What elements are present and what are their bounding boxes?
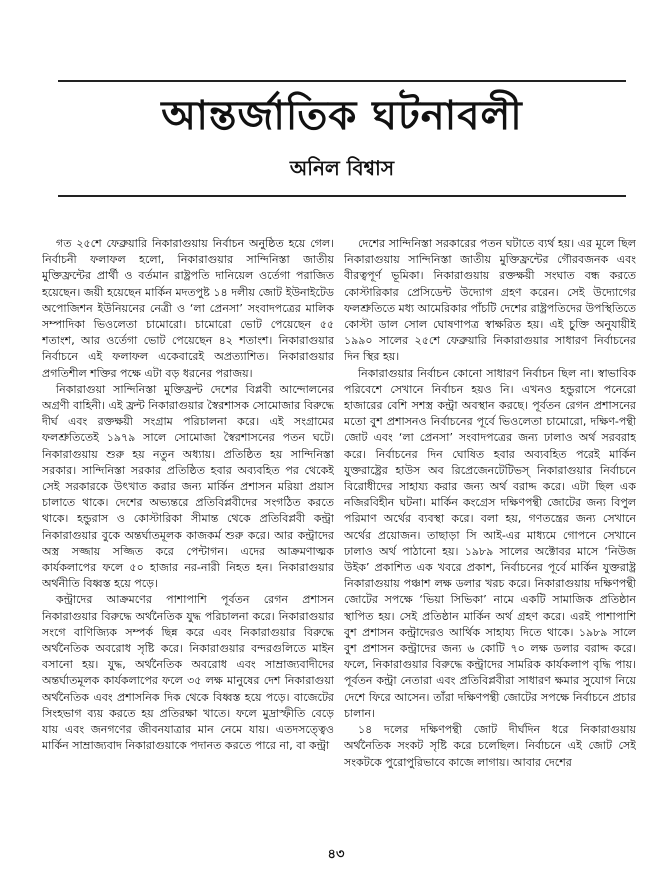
page-number: ৪৩ [327,847,345,862]
top-rule [58,80,626,82]
paragraph: কন্ট্রাদের আক্রমণের পাশাপাশি পূর্বতন রেগন প্রশাসন নিকারাগুয়ার বিরুদ্ধে অর্থনৈতিক যুদ্ধ পরিচালনা করে। নিকারাগুয়ার সংগে বাণিজ্যিক সম্পর্ক ছিন্ন করে এবং নিকারাগুয়ার বিরুদ্ধে অর্থনৈতিক অবরোধ সৃষ্টি করে। নিকারাগুয়ার বন্দরগুলিতে মাইন বসানো হয়। যুদ্ধ, অর্থনৈতিক অবরোধ এবং সাম্রাজ্যবাদীদের অন্তর্ঘাতমূলক কার্যকলাপের ফলে ৩৫ লক্ষ মানুষের দেশ নিকারাগুয়া অর্থনৈতিক এবং প্রশাসনিক দিক থেকে বিধ্বস্ত হয়ে পড়ে। বাজেটের সিংহভাগ ব্যয় করতে হয় প্রতিরক্ষা খাতে। ফলে মুদ্রাস্ফীতি বেড়ে যায় এবং জনগণের জীবনযাত্রার মান নেমে যায়। এতদসত্ত্বেও মার্কিন সাম্রাজ্যবাদ নিকারাগুয়াকে পদানত করতে পারে না, বা কন্ট্রা [42,593,334,753]
paragraph: নিকারাগুয়া সান্দিনিস্তা মুক্তিফ্রন্ট দেশের বিপ্লবী আন্দোলনের অগ্রণী বাহিনী। এই ফ্রন্ট নিকারাগুয়ার স্বৈরশাসক সোমোজার বিরুদ্ধে দীর্ঘ এবং রক্তক্ষয়ী সংগ্রাম পরিচালনা করে। এই সংগ্রামের ফলশ্রুতিতেই ১৯৭৯ সালে সোমোজা স্বৈরশাসনের পতন ঘটে। নিকারাগুয়ায় শুরু হয় নতুন অধ্যায়। প্রতিষ্ঠিত হয় সান্দিনিস্তা সরকার। সান্দিনিস্তা সরকার প্রতিষ্ঠিত হবার অব্যবহিত পর থেকেই সেই সরকারকে উৎখাত করার জন্য মার্কিন প্রশাসন মরিয়া প্রয়াস চালাতে থাকে। দেশের অভ্যন্তরে প্রতিবিপ্লবীদের সংগঠিত করতে থাকে। হন্ডুরাস ও কোস্টারিকা সীমান্ত থেকে প্রতিবিপ্লবী কন্ট্রা নিকারাগুয়ার বুকে অন্তর্ঘাতমূলক কাজকর্ম শুরু করে। আর কন্ট্রাদের অস্ত্র সজ্জায় সজ্জিত করে পেন্টাগন। এদের আক্রমণাত্মক কার্যকলাপের ফলে ৫০ হাজার নর-নারী নিহত হন। নিকারাগুয়ার অর্থনীতি বিধ্বস্ত হয়ে পড়ে। [42,382,334,591]
paragraph: গত ২৫শে ফেব্রুয়ারি নিকারাগুয়ায় নির্বাচন অনুষ্ঠিত হয়ে গেল। নির্বাচনী ফলাফল হলো, নিকারাগুয়ার সান্দিনিস্তা জাতীয় মুক্তিফ্রন্টের প্রার্থী ও বর্তমান রাষ্ট্রপতি দানিয়েল ওর্তেগা পরাজিত হয়েছেন। জয়ী হয়েছেন মার্কিন মদতপুষ্ট ১৪ দলীয় জোট ইউনাইটেড অপোজিশন ইউনিয়নের নেত্রী ও ‘লা প্রেনসা’ সংবাদপত্রের মালিক সম্পাদিকা ভিওলেতা চামোরো। চামোরো ভোট পেয়েছেন ৫৫ শতাংশ, আর ওর্তেগা ভোট পেয়েছেন ৪২ শতাংশ। নিকারাগুয়ার নির্বাচনে এই ফলাফল একেবারেই অপ্রত্যাশিত। নিকারাগুয়ার প্রগতিশীল শক্তির পক্ষে এটা বড় ধরনের পরাজয়। [42,237,334,380]
author-name: অনিল বিশ্বাস [289,156,395,180]
paragraph: ১৪ দলের দক্ষিণপন্থী জোট দীর্ঘদিন ধরে নিকারাগুয়ায় অর্থনৈতিক সংকট সৃষ্টি করে চলেছিল। নির্বাচনে এই জোট সেই সংকটকে পুরোপুরিভাবে কাজে লাগায়। আবার দেশের [344,723,636,769]
paragraph: দেশের সান্দিনিস্তা সরকারের পতন ঘটাতে ব্যর্থ হয়। এর মূলে ছিল নিকারাগুয়ায় সান্দিনিস্তা জাতীয় মুক্তিফ্রন্টের গৌরবজনক এবং বীরত্বপূর্ণ ভূমিকা। নিকারাগুয়ায় রক্তক্ষয়ী সংঘাত বন্ধ করতে কোস্টারিকার প্রেসিডেন্ট উদ্যোগ গ্রহণ করেন। সেই উদ্যোগের ফলশ্রুতিতে মধ্য আমেরিকার পাঁচটি দেশের রাষ্ট্রপতিদের উপস্থিতিতে কোস্টা ডাল সোল ঘোষণাপত্র স্বাক্ষরিত হয়। এই চুক্তি অনুযায়ীই ১৯৯০ সালের ২৫শে ফেব্রুয়ারি নিকারাগুয়ার সাধারণ নির্বাচনের দিন স্থির হয়। [344,237,636,364]
paragraph: নিকারাগুয়ার নির্বাচন কোনো সাধারণ নির্বাচন ছিল না। স্বাভাবিক পরিবেশে সেখানে নির্বাচন হয়ও নি। এখনও হন্ডুরাসে পনেরো হাজারের বেশি সশস্ত্র কন্ট্রা অবস্থান করছে। পূর্বতন রেগন প্রশাসনের মতো বুশ প্রশাসনও নির্বাচনের পূর্বে ভিওলেতা চামোরো, দক্ষিণ-পন্থী জোট এবং ‘লা প্রেনসা’ সংবাদপত্রের জন্য ঢালাও অর্থ সরবরাহ করে। নির্বাচনের দিন ঘোষিত হবার অব্যবহিত পরেই মার্কিন যুক্তরাষ্ট্রের হাউস অব রিপ্রেজেনটেটিভস্ নিকারাগুয়ার নির্বাচনে বিরোধীদের সাহায্য করার জন্য অর্থ বরাদ্দ করে। এটা ছিল এক নজিরবিহীন ঘটনা। মার্কিন কংগ্রেস দক্ষিণপন্থী জোটের জন্য বিপুল পরিমাণ অর্থের ব্যবস্থা করে। বলা হয়, গণতন্ত্রের জন্য সেখানে অর্থের প্রয়োজন। তাছাড়া সি আই-এর মাধ্যমে গোপনে সেখানে ঢালাও অর্থ পাঠানো হয়। ১৯৮৯ সালের অক্টোবর মাসে ‘নিউজ উইক’ প্রকাশিত এক খবরে প্রকাশ, নির্বাচনের পূর্বে মার্কিন যুক্তরাষ্ট্র নিকারাগুয়ায় পঞ্চাশ লক্ষ ডলার খরচ করে। নিকারাগুয়ায় দক্ষিণপন্থী জোটের সপক্ষে ‘ভিয়া সিভিকা’ নামে একটি সামাজিক প্রতিষ্ঠান স্থাপিত হয়। সেই প্রতিষ্ঠান মার্কিন অর্থ গ্রহণ করে। এরই পাশাপাশি বুশ প্রশাসন কন্ট্রাদেরও আর্থিক সাহায্য দিতে থাকে। ১৯৮৯ সালে বুশ প্রশাসন কন্ট্রাদের জন্য ৬ কোটি ৭০ লক্ষ ডলার বরাদ্দ করে। ফলে, নিকারাগুয়ার বিরুদ্ধে কন্ট্রাদের সামরিক কার্যকলাপ বৃদ্ধি পায়। পূর্বতন কন্ট্রা নেতারা এবং প্রতিবিপ্লবীরা সাধারণ ক্ষমার সুযোগ নিয়ে দেশে ফিরে আসেন। তাঁরা দক্ষিণপন্থী জোটের সপক্ষে নির্বাচনে প্রচার চালান। [344,366,636,720]
right-column [344,236,636,836]
left-column [42,236,334,836]
title-divider [58,195,626,197]
article-title: আন্তর্জাতিক ঘটনাবলী [161,92,523,139]
article-body [42,236,636,836]
